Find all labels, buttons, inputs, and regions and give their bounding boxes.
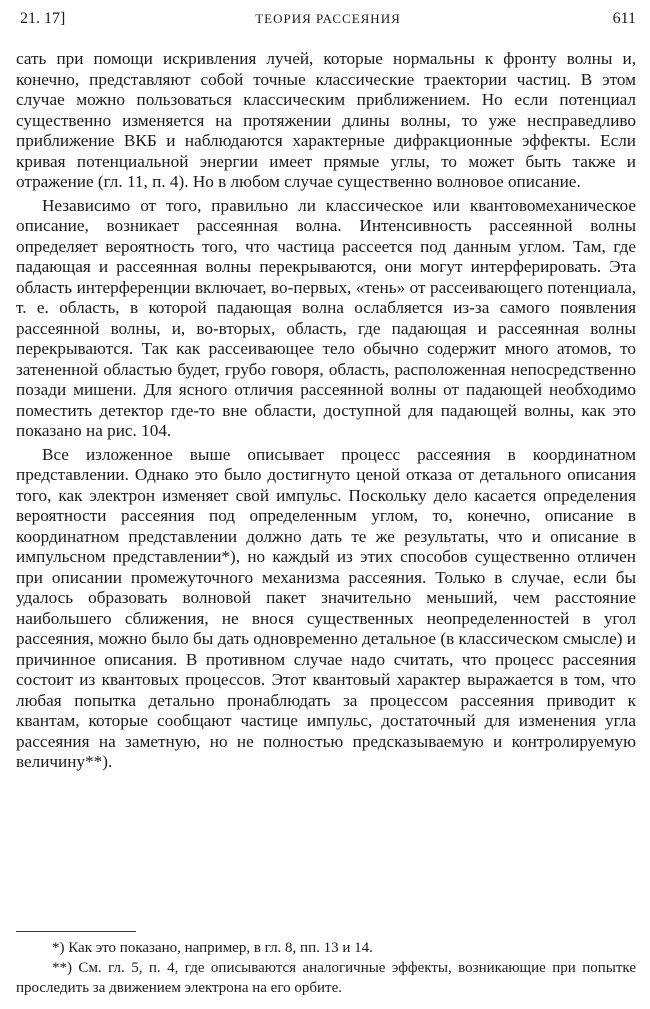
footnote-divider [16, 931, 136, 932]
running-title: ТЕОРИЯ РАССЕЯНИЯ [255, 11, 401, 26]
paragraph-scattered-wave: Независимо от того, правильно ли классическое или квантовомеханическое описание, возникает рассеянная волна. Интенсивность рассеянной волны определяет вероятность того, что частица рассеется под данным углом. Там, где падающая и рассеянная волны перекрываются, они могут интерферировать. Эта область интерференции включает, во-первых, «тень» от рассеивающего потенциала, т. е. область, в которой падающая волна ослабляется из-за самого появления рассеянной волны, и, во-вторых, область, где падающая и рассеянная волны перекрываются. Так как рассеивающее тело обычно содержит много атомов, то затененной областью будет, грубо говоря, область, расположенная непосредственно позади мишени. Для ясного отличия рассеянной волны от падающей необходимо поместить детектор где-то вне области, доступной для падающей волны, как это показано на рис. 104. [16, 195, 636, 440]
section-reference: 21. 17] [20, 10, 66, 27]
page-number: 611 [612, 10, 636, 27]
footnote-1: *) Как это показано, например, в гл. 8, пп. 13 и 14. [52, 940, 373, 956]
footnotes [16, 938, 636, 998]
paragraph-coordinate-representation: Все изложенное выше описывает процесс рассеяния в координатном представлении. Однако это было достигнуто ценой отказа от детального описания того, как электрон изменяет свой импульс. Поскольку дело касается определения вероятности рассеяния под определенным углом, то, конечно, описание в координатном представлении должно дать те же результаты, что и описание в импульсном представлении*), но каждый из этих способов существенно отличен при описании промежуточного механизма рассеяния. Только в случае, если бы удалось образовать волновой пакет значительно меньший, чем расстояние наибольшего сближения, не внося существенных неопределенностей в угол рассеяния, можно было бы дать одновременно детальное (в классическом смысле) и причинное описания. В противном случае надо считать, что процесс рассеяния состоит из квантовых процессов. Этот квантовый характер выражается в том, что любая попытка детально пронаблюдать за процессом рассеяния приводит к квантам, которые сообщают частице импульс, достаточный для изменения угла рассеяния на заметную, но не полностью предсказываемую и контролируемую величину**). [16, 444, 636, 771]
main-text [16, 49, 636, 773]
footnote-2: **) См. гл. 5, п. 4, где описываются аналогичные эффекты, возникающие при попытке проследить за движением электрона на его орбите. [16, 960, 636, 996]
running-head [20, 10, 636, 32]
paragraph-continued: сать при помощи искривления лучей, которые нормальны к фронту волны и, конечно, представляют собой точные классические траектории частиц. В этом случае можно пользоваться классическим приближением. Но если потенциал существенно изменяется на протяжении длины волны, то уже несправедливо приближение ВКБ и наблюдаются характерные дифракционные эффекты. Если кривая потенциальной энергии имеет прямые углы, то может быть также и отражение (гл. 11, п. 4). Но в любом случае существенно волновое описание. [16, 49, 636, 191]
